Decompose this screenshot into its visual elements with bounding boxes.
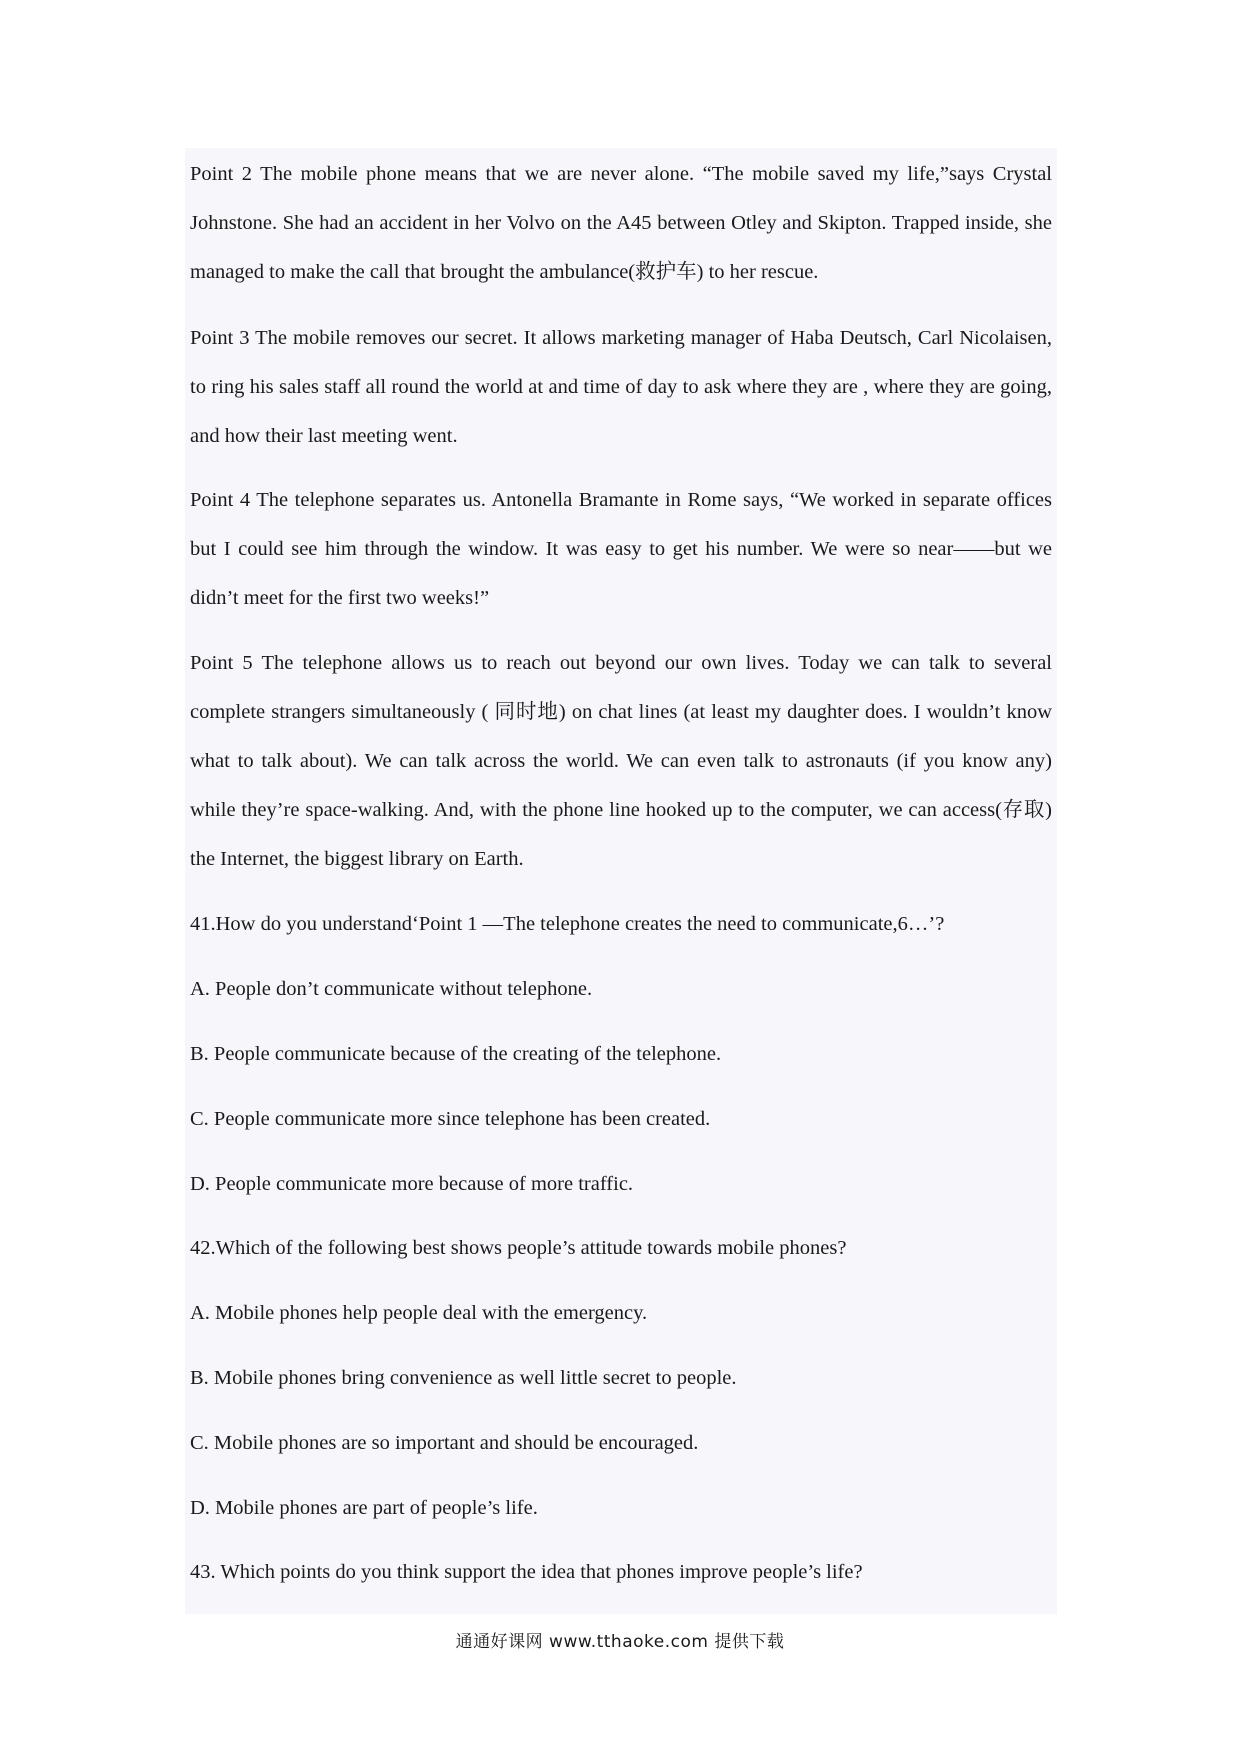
question-42-option-b: B. Mobile phones bring convenience as well little secret to people.	[190, 1367, 737, 1389]
page-footer: 通通好课网 www.tthaoke.com 提供下载	[455, 1632, 785, 1652]
question-42-option-c: C. Mobile phones are so important and should be encouraged.	[190, 1432, 699, 1454]
question-43-stem: 43. Which points do you think support the idea that phones improve people’s life?	[190, 1561, 863, 1583]
passage-point-2: Point 2 The mobile phone means that we are never alone. “The mobile saved my life,”says Crystal Johnstone. She had an accident in her Volvo on the A45 between Otley and Skipton. Trapped inside, she managed to make the call that brought the ambulance(救护车) to her rescue.	[190, 163, 1052, 283]
passage-point-4: Point 4 The telephone separates us. Antonella Bramante in Rome says, “We worked in separate offices but I could see him through the window. It was easy to get his number. We were so near——but we didn’t meet for the first two weeks!”	[190, 489, 1052, 609]
question-42-option-d: D. Mobile phones are part of people’s life.	[190, 1497, 538, 1519]
passage-point-3: Point 3 The mobile removes our secret. It allows marketing manager of Haba Deutsch, Carl Nicolaisen, to ring his sales staff all round the world at and time of day to ask where they are , where they are going, and how their last meeting went.	[190, 327, 1052, 447]
question-41-option-a: A. People don’t communicate without telephone.	[190, 978, 593, 1000]
question-41-option-c: C. People communicate more since telephone has been created.	[190, 1108, 711, 1130]
question-42-option-a: A. Mobile phones help people deal with the emergency.	[190, 1302, 648, 1324]
question-41-option-d: D. People communicate more because of more traffic.	[190, 1173, 634, 1195]
question-41-option-b: B. People communicate because of the creating of the telephone.	[190, 1043, 722, 1065]
passage-point-5: Point 5 The telephone allows us to reach out beyond our own lives. Today we can talk to several complete strangers simultaneously ( 同时地) on chat lines (at least my daughter does. I wouldn’t know what to talk about). We can talk across the world. We can even talk to astronauts (if you know any) while they’re space-walking. And, with the phone line hooked up to the computer, we can access(存取) the Internet, the biggest library on Earth.	[190, 652, 1052, 870]
question-41-stem: 41.How do you understand‘Point 1 —The telephone creates the need to communicate,6…’?	[190, 913, 945, 935]
question-42-stem: 42.Which of the following best shows people’s attitude towards mobile phones?	[190, 1237, 847, 1259]
